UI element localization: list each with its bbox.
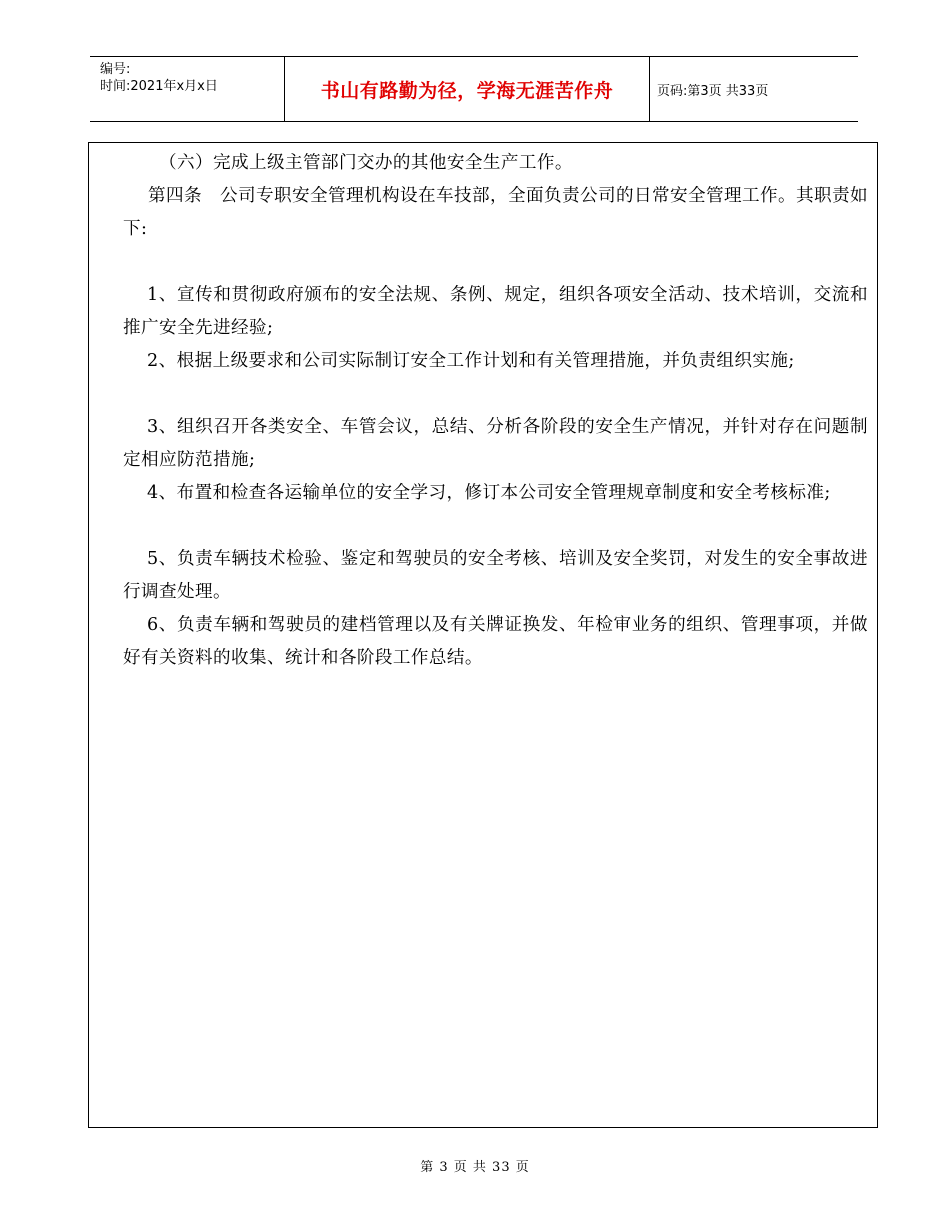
header-divider bbox=[649, 57, 650, 121]
header-meta bbox=[100, 61, 218, 95]
time-label: 时间:2021年x月x日 bbox=[100, 79, 218, 94]
paragraph-duty-5: 5、负责车辆技术检验、鉴定和驾驶员的安全考核、培训及安全奖罚，对发生的安全事故进行调查处理。 bbox=[123, 549, 868, 602]
content-box bbox=[88, 142, 878, 1128]
paragraph-duty-6: 6、负责车辆和驾驶员的建档管理以及有关牌证换发、年检审业务的组织、管理事项，并做好有关资料的收集、统计和各阶段工作总结。 bbox=[123, 615, 868, 668]
header-motto: 书山有路勤为径，学海无涯苦作舟 bbox=[320, 79, 614, 102]
page-footer: 第 3 页 共 33 页 bbox=[420, 1160, 530, 1175]
paragraph-duty-2: 2、根据上级要求和公司实际制订安全工作计划和有关管理措施，并负责组织实施; bbox=[147, 351, 795, 371]
page-header bbox=[90, 56, 858, 122]
paragraph-article-4: 第四条 公司专职安全管理机构设在车技部，全面负责公司的日常安全管理工作。其职责如下: bbox=[123, 186, 868, 239]
paragraph-item-6: （六）完成上级主管部门交办的其他安全生产工作。 bbox=[159, 153, 573, 173]
paragraph-duty-4: 4、布置和检查各运输单位的安全学习，修订本公司安全管理规章制度和安全考核标准; bbox=[147, 483, 831, 503]
paragraph-duty-1: 1、宣传和贯彻政府颁布的安全法规、条例、规定，组织各项安全活动、技术培训，交流和推广安全先进经验; bbox=[123, 285, 868, 338]
number-label: 编号: bbox=[100, 62, 131, 77]
header-page-info: 页码:第3页 共33页 bbox=[657, 83, 769, 99]
paragraph-duty-3: 3、组织召开各类安全、车管会议，总结、分析各阶段的安全生产情况，并针对存在问题制定相应防范措施; bbox=[123, 417, 868, 470]
